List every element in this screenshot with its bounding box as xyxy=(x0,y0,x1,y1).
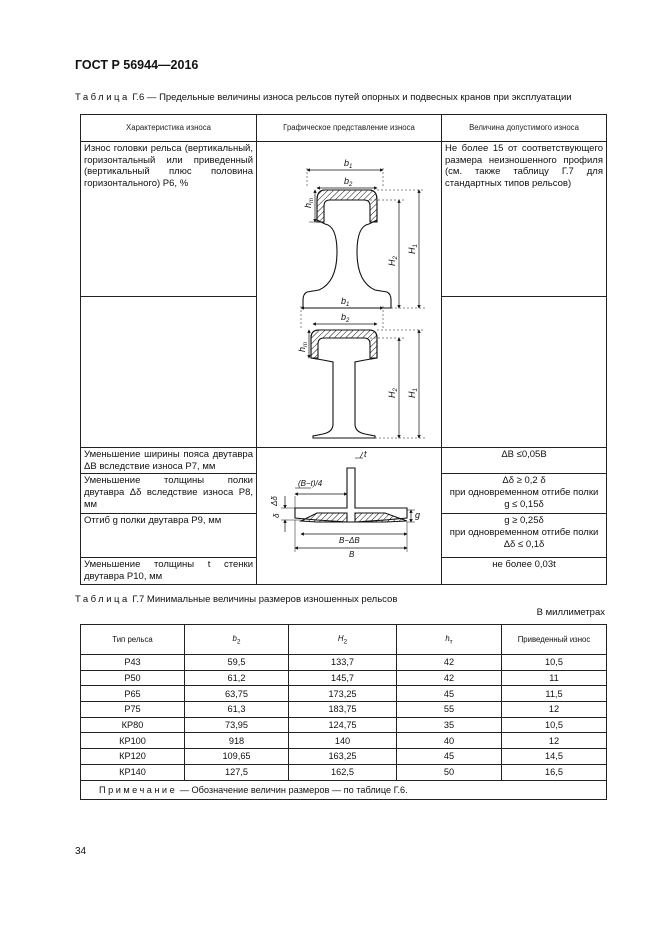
caption-label: Таблица xyxy=(75,594,130,605)
table-note xyxy=(81,780,607,799)
cell-h2: 173,25 xyxy=(289,686,397,702)
cell-h2: 145,7 xyxy=(289,670,397,686)
table-row xyxy=(81,702,607,718)
table-row xyxy=(81,717,607,733)
label-ddelta: Δδ xyxy=(270,496,279,506)
cell-h2: 133,7 xyxy=(289,655,397,671)
document-title: ГОСТ Р 56944—2016 xyxy=(75,58,199,72)
table-g6 xyxy=(80,114,607,585)
note-label: Примечание xyxy=(99,784,178,795)
table-row xyxy=(81,764,607,780)
cell-rail-type: Р75 xyxy=(81,702,185,718)
label-bt4: (B−t)/4 xyxy=(298,479,323,488)
header-h2: $H_2$ xyxy=(289,625,397,655)
value-line: Δδ ≤ 0,1δ xyxy=(503,538,545,550)
cell-b2: 61,2 xyxy=(185,670,289,686)
row-characteristic: Уменьшение ширины пояса двутавра ΔB вследствие износа P7, мм xyxy=(81,448,257,474)
row-characteristic: Уменьшение толщины t стенки двутавра P10, мм xyxy=(81,558,257,585)
empty-cell xyxy=(442,297,607,448)
caption-label: Таблица xyxy=(75,92,130,103)
cell-reduced-wear: 10,5 xyxy=(502,717,607,733)
table-row xyxy=(81,448,607,474)
cell-rail-type: КР80 xyxy=(81,717,185,733)
cell-rail-type: Р43 xyxy=(81,655,185,671)
cell-ht: 40 xyxy=(397,733,502,749)
table-row xyxy=(81,142,607,297)
cell-b2: 59,5 xyxy=(185,655,289,671)
cell-reduced-wear: 14,5 xyxy=(502,749,607,765)
ibeam-flange-figure xyxy=(257,448,442,584)
cell-reduced-wear: 11 xyxy=(502,670,607,686)
header-characteristic: Характеристика износа xyxy=(81,115,257,142)
table-g7-units: В миллиметрах xyxy=(536,607,605,618)
table-g7 xyxy=(80,624,607,800)
row-value: ΔB ≤0,05B xyxy=(442,448,607,474)
table-row xyxy=(81,686,607,702)
header-reduced-wear: Приведенный износ xyxy=(502,625,607,655)
page-number: 34 xyxy=(75,846,87,857)
row-value: не более 0,03t xyxy=(442,558,607,585)
row-value: Не более 15 от соответствующего размера неизношенного профиля (см. также таблицу Г.7 для стандартных типов рельсов) xyxy=(442,142,607,297)
cell-b2: 127,5 xyxy=(185,764,289,780)
label-H2: $H_2$ xyxy=(387,256,399,266)
cell-reduced-wear: 12 xyxy=(502,702,607,718)
cell-h2: 163,25 xyxy=(289,749,397,765)
label-b1: $b_1$ xyxy=(344,158,353,170)
label-H1-second: $H_1$ xyxy=(407,388,419,398)
cell-reduced-wear: 16,5 xyxy=(502,764,607,780)
cell-b2: 918 xyxy=(185,733,289,749)
cell-h2: 124,75 xyxy=(289,717,397,733)
i-beam-profile xyxy=(301,306,425,438)
value-line: g ≥ 0,25δ xyxy=(504,515,544,527)
table-row xyxy=(81,749,607,765)
table-header-row xyxy=(81,115,607,142)
cell-ht: 50 xyxy=(397,764,502,780)
header-allowed-value: Величина допустимого износа xyxy=(442,115,607,142)
cell-rail-type: КР100 xyxy=(81,733,185,749)
label-ht: $h_т$ xyxy=(303,197,315,208)
cell-ht: 42 xyxy=(397,655,502,671)
table-header-row xyxy=(81,625,607,655)
value-line: g ≤ 0,15δ xyxy=(504,498,544,510)
cell-b2: 109,65 xyxy=(185,749,289,765)
label-b2: $b_2$ xyxy=(344,176,353,188)
label-b1-second: $b_1$ xyxy=(341,296,350,308)
label-delta: δ xyxy=(272,513,281,518)
rail-figure-cell xyxy=(257,142,442,448)
cell-h2: 140 xyxy=(289,733,397,749)
label-ht-second: $h_т$ xyxy=(297,341,309,352)
rail-profile-figure xyxy=(257,142,442,447)
label-b2-second: $b_2$ xyxy=(341,312,350,324)
cell-reduced-wear: 11,5 xyxy=(502,686,607,702)
header-rail-type: Тип рельса xyxy=(81,625,185,655)
row-characteristic: Отгиб g полки двутавра P9, мм xyxy=(81,514,257,558)
row-characteristic: Износ головки рельса (вертикальный, горизонтальный или приведенный (вертикальный плюс половина горизонтального) P6, % xyxy=(81,142,257,297)
table-g7-body xyxy=(81,655,607,781)
cell-h2: 183,75 xyxy=(289,702,397,718)
label-t: t xyxy=(364,449,367,459)
row-value xyxy=(442,474,607,514)
caption-text: Г.6 — Предельные величины износа рельсов путей опорных и подвесных кранов при эксплуатации xyxy=(129,92,572,103)
note-text: — Обозначение величин размеров — по таблице Г.6. xyxy=(177,784,408,795)
cell-b2: 63,75 xyxy=(185,686,289,702)
value-line: Δδ ≥ 0,2 δ xyxy=(502,475,546,487)
label-H2-second: $H_2$ xyxy=(387,388,399,398)
table-g6-caption xyxy=(75,92,572,103)
label-H1: $H_1$ xyxy=(407,244,419,254)
cell-b2: 73,95 xyxy=(185,717,289,733)
empty-cell xyxy=(81,297,257,448)
row-characteristic: Уменьшение толщины полки двутавра Δδ вследствие износа P8, мм xyxy=(81,474,257,514)
cell-reduced-wear: 12 xyxy=(502,733,607,749)
table-row xyxy=(81,733,607,749)
table-note-row xyxy=(81,780,607,799)
cell-b2: 61,3 xyxy=(185,702,289,718)
cell-ht: 35 xyxy=(397,717,502,733)
value-line: при одновременном отгибе полки xyxy=(449,527,599,539)
ibeam-figure-cell xyxy=(257,448,442,585)
table-row xyxy=(81,655,607,671)
cell-ht: 55 xyxy=(397,702,502,718)
label-b-minus-db: B−ΔB xyxy=(339,536,360,545)
cell-ht: 42 xyxy=(397,670,502,686)
cell-rail-type: КР140 xyxy=(81,764,185,780)
cell-rail-type: Р50 xyxy=(81,670,185,686)
cell-h2: 162,5 xyxy=(289,764,397,780)
rail-profile-top xyxy=(303,168,425,308)
header-ht: $h_т$ xyxy=(397,625,502,655)
cell-rail-type: КР120 xyxy=(81,749,185,765)
header-graphic: Графическое представление износа xyxy=(257,115,442,142)
table-g7-caption xyxy=(75,594,397,605)
value-line: при одновременном отгибе полки xyxy=(449,487,599,499)
cell-ht: 45 xyxy=(397,749,502,765)
label-g: g xyxy=(415,510,421,520)
header-b2: $b_2$ xyxy=(185,625,289,655)
table-row xyxy=(81,670,607,686)
label-b: B xyxy=(349,550,355,559)
cell-rail-type: Р65 xyxy=(81,686,185,702)
caption-text: Г.7 Минимальные величины размеров изношенных рельсов xyxy=(129,594,398,605)
cell-ht: 45 xyxy=(397,686,502,702)
row-value xyxy=(442,514,607,558)
cell-reduced-wear: 10,5 xyxy=(502,655,607,671)
